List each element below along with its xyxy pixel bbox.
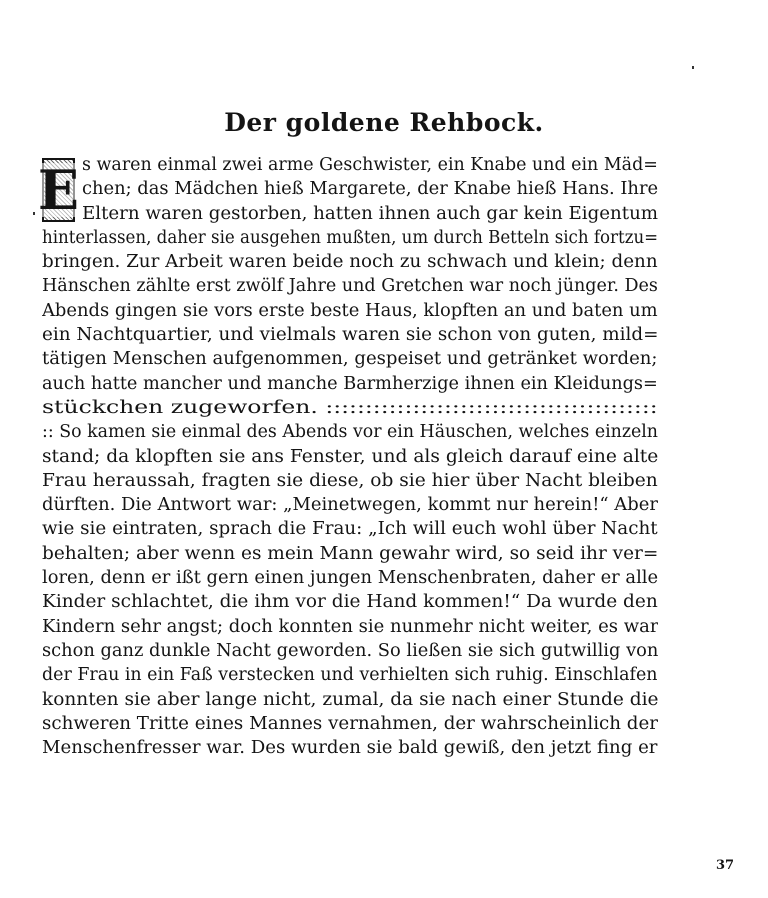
text-line: hinterlassen, daher sie ausgehen mußten, um durch Betteln sich fortzu=: [42, 227, 658, 248]
text-line: bringen. Zur Arbeit waren beide noch zu schwach und klein; denn: [42, 252, 658, 273]
text-line: chen; das Mädchen hieß Margarete, der Knabe hieß Hans. Ihre: [82, 179, 658, 200]
text-line: konnten sie aber lange nicht, zumal, da sie nach einer Stunde die: [42, 689, 658, 710]
text-line: ein Nachtquartier, und vielmals waren sie schon von guten, mild=: [42, 325, 658, 346]
text-line: Eltern waren gestorben, hatten ihnen auch gar kein Eigentum: [82, 203, 658, 224]
text-line: Hänschen zählte erst zwölf Jahre und Gretchen war noch jünger. Des: [42, 276, 658, 297]
text-line: Kindern sehr angst; doch konnten sie nunmehr nicht weiter, es war: [42, 616, 658, 637]
text-line: Frau heraussah, fragten sie diese, ob sie hier über Nacht bleiben: [42, 470, 658, 491]
text-line: stand; da klopften sie ans Fenster, und als gleich darauf eine alte: [42, 446, 658, 467]
text-line: behalten; aber wenn es mein Mann gewahr wird, so seid ihr ver=: [42, 543, 658, 564]
text-line: schon ganz dunkle Nacht geworden. So ließen sie sich gutwillig von: [42, 640, 658, 661]
story-title: Der goldene Rehbock.: [224, 108, 544, 137]
text-line: dürften. Die Antwort war: „Meinetwegen, kommt nur herein!“ Aber: [42, 495, 658, 516]
text-line: :: So kamen sie einmal des Abends vor ein Häuschen, welches einzeln: [42, 422, 658, 443]
text-line: wie sie eintraten, sprach die Frau: „Ich will euch wohl über Nacht: [42, 519, 658, 540]
page-number: 37: [716, 858, 735, 873]
text-line: schweren Tritte eines Mannes vernahmen, der wahrscheinlich der: [42, 713, 658, 734]
text-line: der Frau in ein Faß verstecken und verhielten sich ruhig. Einschlafen: [42, 665, 658, 686]
scan-speck: [692, 66, 694, 69]
text-line: tätigen Menschen aufgenommen, gespeiset und getränket worden;: [42, 349, 658, 370]
scan-speck: [33, 212, 35, 215]
text-line: loren, denn er ißt gern einen jungen Menschenbraten, daher er alle: [42, 568, 658, 589]
story-text: [42, 153, 658, 760]
text-line: auch hatte mancher und manche Barmherzige ihnen ein Kleidungs=: [42, 373, 658, 394]
text-line: Abends gingen sie vors erste beste Haus, klopften an und baten um: [42, 300, 658, 321]
text-line: stückchen zugeworfen. ::::::::::::::::::::::::::::::::::::::::::: [42, 397, 658, 418]
text-line: Menschenfresser war. Des wurden sie bald gewiß, den jetzt fing er: [42, 738, 658, 759]
drop-cap-letter: E: [37, 158, 80, 222]
text-line: Kinder schlachtet, die ihm vor die Hand kommen!“ Da wurde den: [42, 592, 658, 613]
text-line: s waren einmal zwei arme Geschwister, ein Knabe und ein Mäd=: [82, 155, 658, 175]
